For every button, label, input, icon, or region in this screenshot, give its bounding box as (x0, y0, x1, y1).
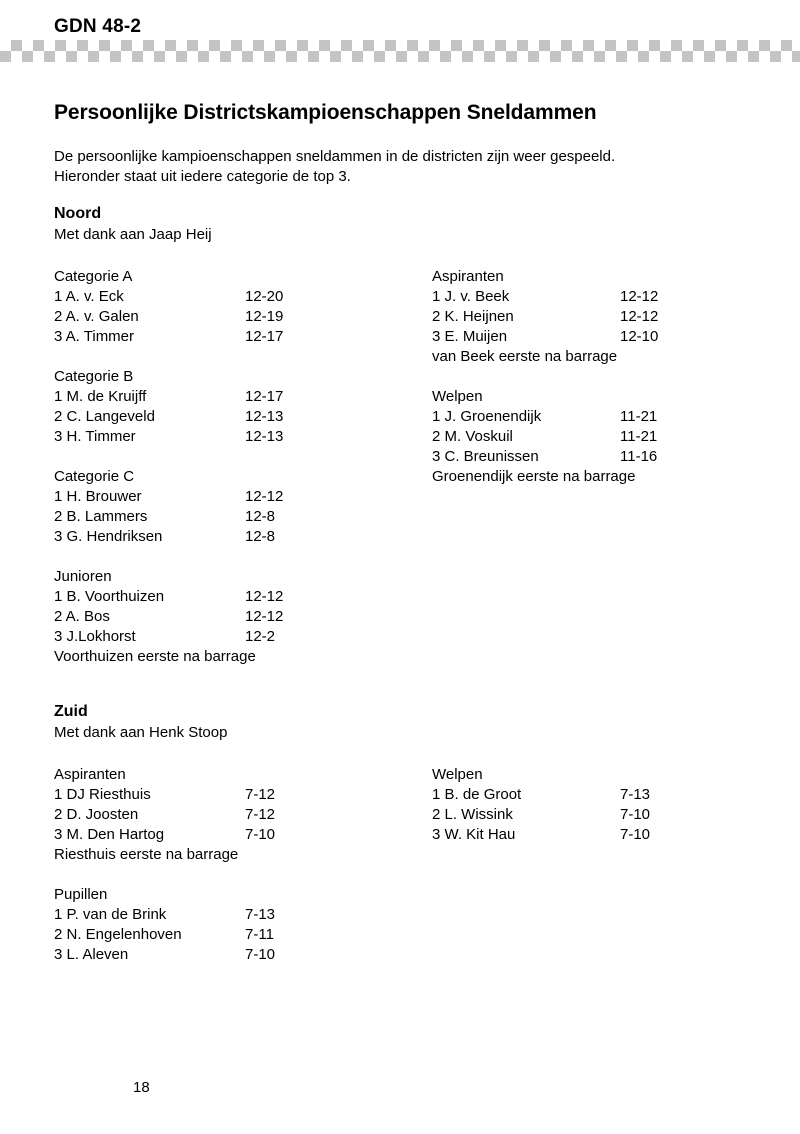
player-name: 1 J. Groenendijk (432, 408, 542, 425)
player-name: 3 L. Aleven (54, 946, 129, 963)
player-score: 12-2 (245, 628, 276, 645)
ranking-row (432, 327, 772, 347)
player-name: 2 C. Langeveld (54, 408, 155, 425)
player-name: 3 E. Muijen (432, 328, 508, 345)
ranking-row (54, 785, 414, 805)
player-name: 3 C. Breunissen (432, 448, 539, 465)
ranking-row (54, 607, 414, 627)
player-score: 7-13 (245, 906, 276, 923)
category-title: Junioren (54, 568, 112, 585)
player-name: 2 N. Engelenhoven (54, 926, 182, 943)
category-column-left (54, 765, 414, 985)
player-score: 7-12 (245, 786, 276, 803)
district-credit: Met dank aan Henk Stoop (54, 724, 228, 741)
player-score: 12-12 (620, 308, 659, 325)
player-name: 2 L. Wissink (432, 806, 513, 823)
ranking-row (432, 785, 772, 805)
category-title: Pupillen (54, 886, 108, 903)
player-score: 12-12 (245, 588, 284, 605)
intro-line-2: Hieronder staat uit iedere categorie de top 3. (54, 168, 351, 185)
ranking-row (432, 287, 772, 307)
category-column-left (54, 267, 414, 687)
issue-header: GDN 48-2 (54, 16, 142, 37)
player-score: 7-10 (620, 806, 651, 823)
ranking-row (54, 287, 414, 307)
ranking-row (54, 507, 414, 527)
player-name: 1 P. van de Brink (54, 906, 167, 923)
district-name: Noord (54, 205, 102, 222)
player-score: 12-8 (245, 508, 276, 525)
player-name: 1 H. Brouwer (54, 488, 142, 505)
ranking-row (54, 925, 414, 945)
player-name: 3 W. Kit Hau (432, 826, 516, 843)
page-title: Persoonlijke Districtskampioenschappen Sneldammen (54, 101, 597, 124)
ranking-row (54, 825, 414, 845)
player-name: 1 B. Voorthuizen (54, 588, 165, 605)
player-name: 2 B. Lammers (54, 508, 148, 525)
player-name: 3 G. Hendriksen (54, 528, 163, 545)
player-score: 11-21 (620, 408, 658, 425)
player-name: 1 J. v. Beek (432, 288, 510, 305)
player-name: 1 A. v. Eck (54, 288, 124, 305)
player-name: 1 B. de Groot (432, 786, 522, 803)
category-column-right (432, 267, 772, 507)
player-score: 7-10 (620, 826, 651, 843)
player-score: 12-17 (245, 328, 284, 345)
ranking-row (432, 307, 772, 327)
page-number: 18 (133, 1079, 150, 1096)
category-block (54, 765, 414, 865)
player-score: 12-17 (245, 388, 284, 405)
player-name: 1 DJ Riesthuis (54, 786, 151, 803)
category-block (54, 567, 414, 667)
barrage-note: van Beek eerste na barrage (432, 348, 618, 365)
category-block (54, 367, 414, 447)
category-column-right (432, 765, 772, 865)
player-score: 7-13 (620, 786, 651, 803)
category-title: Welpen (432, 766, 483, 783)
ranking-row (54, 387, 414, 407)
player-name: 3 J.Lokhorst (54, 628, 136, 645)
ranking-row (54, 805, 414, 825)
category-title: Welpen (432, 388, 483, 405)
intro-paragraph (54, 147, 744, 187)
category-block (54, 267, 414, 347)
barrage-note: Voorthuizen eerste na barrage (54, 648, 256, 665)
category-block (54, 885, 414, 965)
intro-line-1: De persoonlijke kampioenschappen sneldammen in de districten zijn weer gespeeld. (54, 148, 616, 165)
district-name: Zuid (54, 703, 88, 720)
ranking-row (54, 487, 414, 507)
player-name: 2 K. Heijnen (432, 308, 514, 325)
category-block (432, 387, 772, 487)
category-title: Aspiranten (432, 268, 504, 285)
category-title: Categorie B (54, 368, 134, 385)
ranking-row (432, 447, 772, 467)
category-title: Aspiranten (54, 766, 126, 783)
player-name: 1 M. de Kruijff (54, 388, 147, 405)
player-score: 7-12 (245, 806, 276, 823)
checkered-divider-band (0, 40, 800, 62)
player-score: 12-13 (245, 408, 284, 425)
ranking-row (54, 527, 414, 547)
barrage-note: Riesthuis eerste na barrage (54, 846, 239, 863)
player-name: 2 D. Joosten (54, 806, 139, 823)
category-title: Categorie A (54, 268, 133, 285)
player-name: 3 M. Den Hartog (54, 826, 165, 843)
category-title: Categorie C (54, 468, 135, 485)
player-score: 12-10 (620, 328, 659, 345)
player-score: 12-8 (245, 528, 276, 545)
category-block (432, 267, 772, 367)
ranking-row (432, 427, 772, 447)
player-score: 7-10 (245, 826, 276, 843)
ranking-row (54, 427, 414, 447)
ranking-row (54, 587, 414, 607)
ranking-row (54, 407, 414, 427)
player-score: 11-16 (620, 448, 658, 465)
player-score: 11-21 (620, 428, 658, 445)
ranking-row (54, 307, 414, 327)
ranking-row (54, 627, 414, 647)
player-score: 12-12 (620, 288, 659, 305)
player-name: 2 M. Voskuil (432, 428, 513, 445)
player-score: 12-12 (245, 608, 284, 625)
barrage-note: Groenendijk eerste na barrage (432, 468, 636, 485)
category-block (54, 467, 414, 547)
player-score: 12-19 (245, 308, 284, 325)
player-score: 7-11 (245, 926, 274, 943)
player-name: 3 A. Timmer (54, 328, 135, 345)
player-name: 3 H. Timmer (54, 428, 136, 445)
player-score: 12-12 (245, 488, 284, 505)
player-name: 2 A. v. Galen (54, 308, 139, 325)
ranking-row (54, 945, 414, 965)
player-score: 7-10 (245, 946, 276, 963)
ranking-row (432, 825, 772, 845)
ranking-row (432, 805, 772, 825)
ranking-row (432, 407, 772, 427)
player-name: 2 A. Bos (54, 608, 110, 625)
district-credit: Met dank aan Jaap Heij (54, 226, 212, 243)
player-score: 12-20 (245, 288, 284, 305)
ranking-row (54, 327, 414, 347)
category-block (432, 765, 772, 845)
ranking-row (54, 905, 414, 925)
player-score: 12-13 (245, 428, 284, 445)
